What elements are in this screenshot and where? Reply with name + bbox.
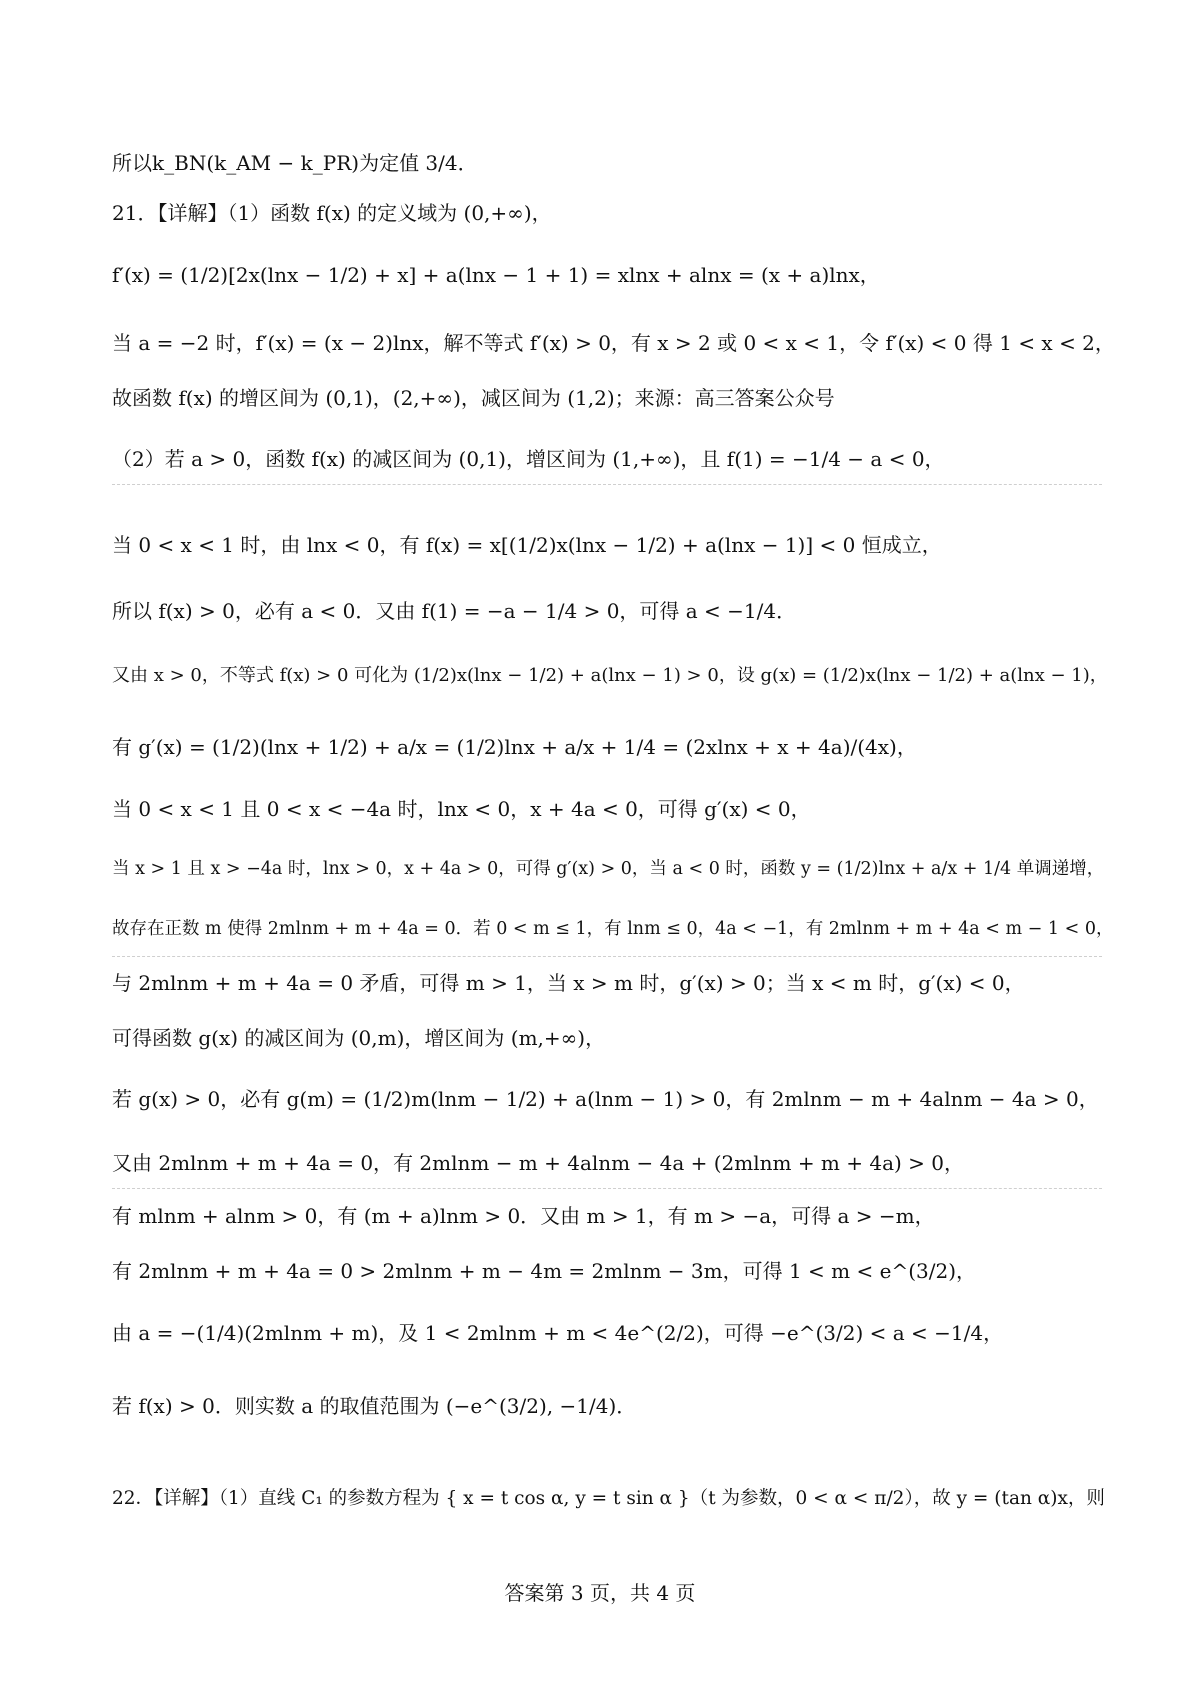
line-19: 有 2mlnm + m + 4a = 0 > 2mlnm + m − 4m = 2mlnm − 3m，可得 1 < m < e^(3/2)， — [112, 1259, 976, 1283]
line-9: 又由 x > 0，不等式 f(x) > 0 可化为 (1/2)x(lnx − 1/2) + a(lnx − 1) > 0，设 g(x) = (1/2)x(lnx − 1/2) + a(lnx − 1)， — [112, 665, 1108, 686]
line-7: 当 0 < x < 1 时，由 lnx < 0，有 f(x) = x[(1/2)x(lnx − 1/2) + a(lnx − 1)] < 0 恒成立， — [112, 533, 942, 557]
line-1: 所以k_BN(k_AM − k_PR)为定值 3/4． — [112, 151, 478, 175]
page-footer: 答案第 3 页，共 4 页 — [504, 1581, 696, 1605]
line-6: （2）若 a > 0，函数 f(x) 的减区间为 (0,1)，增区间为 (1,+∞)，且 f(1) = −1/4 − a < 0， — [112, 447, 945, 471]
line-5: 故函数 f(x) 的增区间为 (0,1)，(2,+∞)，减区间为 (1,2)；来源：高三答案公众号 — [112, 386, 835, 410]
line-20: 由 a = −(1/4)(2mlnm + m)，及 1 < 2mlnm + m < 4e^(2/2)，可得 −e^(3/2) < a < −1/4， — [112, 1321, 1004, 1345]
line-21: 若 f(x) > 0．则实数 a 的取值范围为 (−e^(3/2), −1/4)． — [112, 1394, 637, 1418]
line-18: 有 mlnm + alnm > 0，有 (m + a)lnm > 0．又由 m > 1，有 m > −a，可得 a > −m， — [112, 1204, 935, 1228]
line-22: 22．【详解】（1）直线 C₁ 的参数方程为 { x = t cos α, y = t sin α }（t 为参数，0 < α < π/2），故 y = (tan α)x，则 — [112, 1488, 1105, 1509]
line-14: 与 2mlnm + m + 4a = 0 矛盾，可得 m > 1，当 x > m 时，g′(x) > 0；当 x < m 时，g′(x) < 0， — [112, 971, 1025, 995]
dashed-separator — [112, 1188, 1102, 1189]
line-2: 21．【详解】（1）函数 f(x) 的定义域为 (0,+∞)， — [112, 201, 552, 225]
dashed-separator — [112, 484, 1102, 485]
line-10: 有 g′(x) = (1/2)(lnx + 1/2) + a/x = (1/2)lnx + a/x + 1/4 = (2xlnx + x + 4a)/(4x)， — [112, 735, 917, 759]
line-13: 故存在正数 m 使得 2mlnm + m + 4a = 0．若 0 < m ≤ 1，有 lnm ≤ 0，4a < −1，有 2mlnm + m + 4a < m − 1 < 0， — [112, 919, 1114, 939]
line-3: f′(x) = (1/2)[2x(lnx − 1/2) + x] + a(lnx − 1 + 1) = xlnx + alnx = (x + a)lnx， — [112, 263, 880, 287]
dashed-separator — [112, 956, 1102, 957]
line-12: 当 x > 1 且 x > −4a 时，lnx > 0，x + 4a > 0，可得 g′(x) > 0，当 a < 0 时，函数 y = (1/2)lnx + a/x + 1/4 单调递增， — [112, 859, 1105, 879]
line-11: 当 0 < x < 1 且 0 < x < −4a 时，lnx < 0，x + 4a < 0，可得 g′(x) < 0， — [112, 797, 811, 821]
line-4: 当 a = −2 时，f′(x) = (x − 2)lnx，解不等式 f′(x) > 0，有 x > 2 或 0 < x < 1，令 f′(x) < 0 得 1 < x < 2， — [112, 331, 1115, 355]
line-17: 又由 2mlnm + m + 4a = 0，有 2mlnm − m + 4alnm − 4a + (2mlnm + m + 4a) > 0， — [112, 1151, 965, 1175]
line-16: 若 g(x) > 0，必有 g(m) = (1/2)m(lnm − 1/2) + a(lnm − 1) > 0，有 2mlnm − m + 4alnm − 4a > 0， — [112, 1087, 1099, 1111]
line-15: 可得函数 g(x) 的减区间为 (0,m)，增区间为 (m,+∞)， — [112, 1026, 606, 1050]
line-8: 所以 f(x) > 0，必有 a < 0．又由 f(1) = −a − 1/4 > 0，可得 a < −1/4． — [112, 599, 797, 623]
